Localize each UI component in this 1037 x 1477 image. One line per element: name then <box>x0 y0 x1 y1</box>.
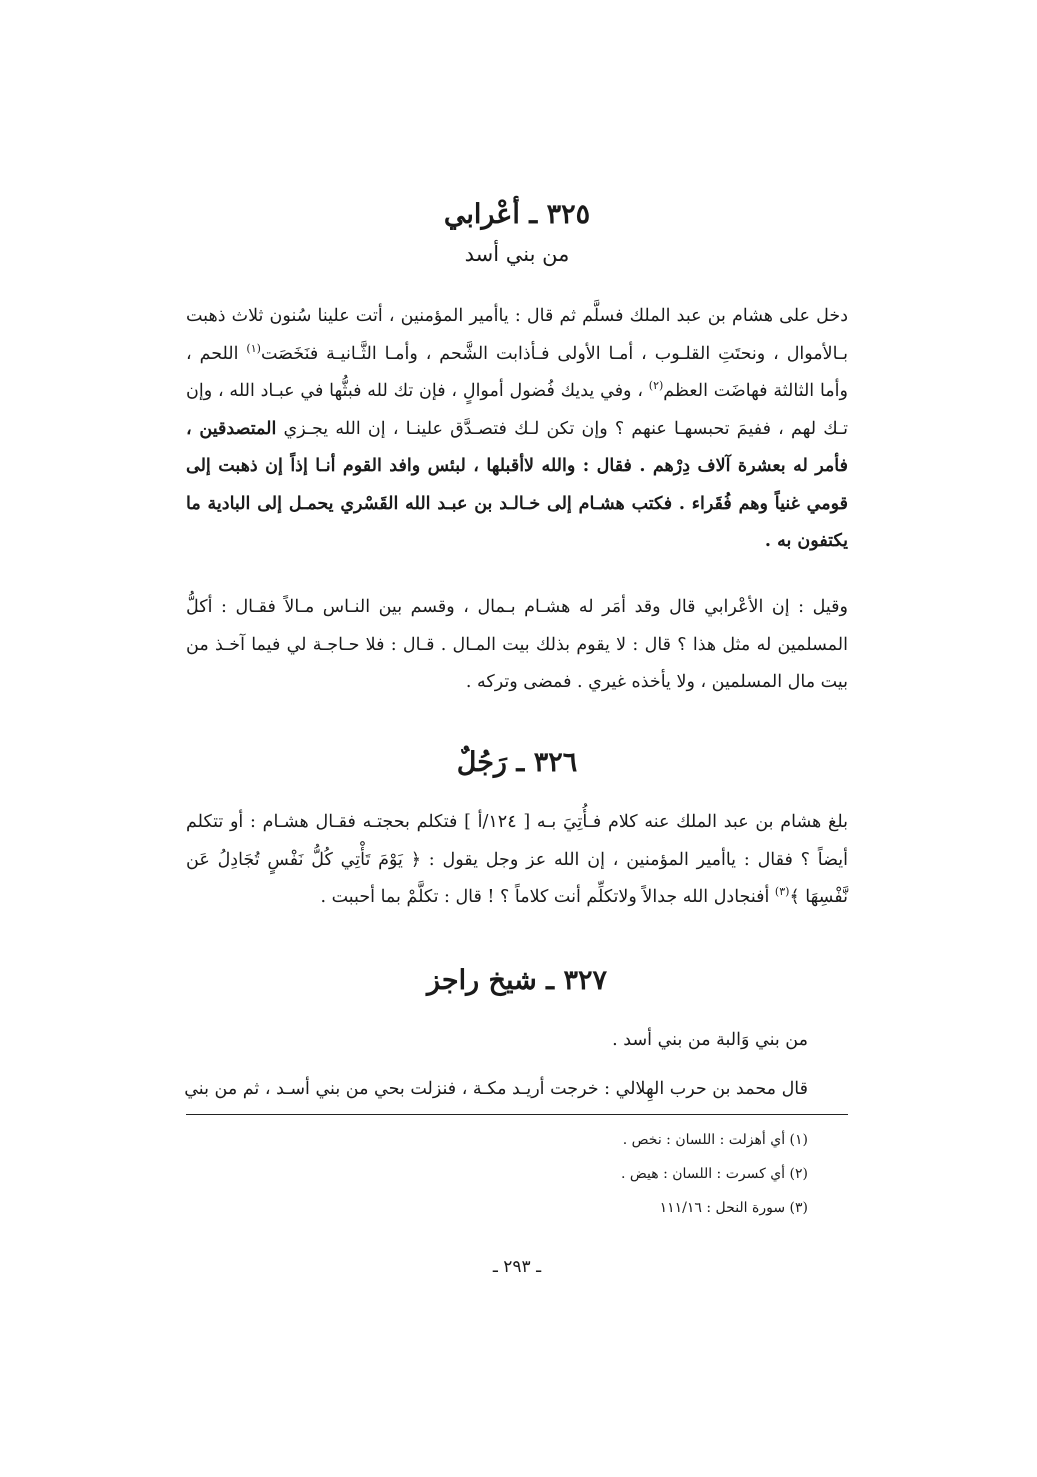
entry-327-line-2: قال محمد بن حرب الهِلالي : خرجت أريـد مكـة ، فنزلت بحي من بني أسـد ، ثم من بني <box>184 1079 808 1099</box>
entry-325-bold-text: المتصدقين ، فأمر له بعشرة آلاف دِرْهم . فقال : والله لاأقبلها ، لبئس وافد القوم أنـا إذاً إن ذهبت إلى قومي غنياً وهم فُقَراء . فكتب هشـام إلى خـالـد بن عبـد الله القَسْري يحمـل إلى البادية ما يكتفون به . <box>186 418 848 551</box>
entry-326-text-b: أفنجادل الله جدالاً ولاتكلِّم أنت كلاماً ؟ ! قال : تكلَّمْ بما أحببت . <box>320 887 775 907</box>
entry-325-text-a: دخل على هشام بن عبد الملك فسلَّم ثم قال : ياأمير المؤمنين ، أتت علينا سُنون ثلاث ذهبت بـالأموال ، ونحتَتِ القلـوب ، أمـا الأولى فـأذابت الشَّحم ، وأمـا الثَّـانيـة فنَخَصَت <box>186 306 848 364</box>
footnote-2: (٢) أي كسرت : اللسان : هيض . <box>621 1166 808 1182</box>
entry-325-text-c: ، وفي يديك فُضول أموالٍ ، فإن تك لله فبثُّها في عبـاد الله ، وإن تـك لهم ، ففيمَ تحبسهـا عنهم ؟ وإن تكن لـك فتصـدَّق علينـا ، إن الله يجـزي <box>186 381 848 439</box>
entry-325-title: ٣٢٥ ـ أعْرابي <box>443 199 591 230</box>
entry-327-title: ٣٢٧ ـ شيخ راجز <box>427 965 607 996</box>
page-number: ـ ٢٩٣ ـ <box>492 1257 542 1277</box>
entry-326-title: ٣٢٦ ـ رَجُلٌ <box>456 747 578 778</box>
footnote-1: (١) أي أهزلت : اللسان : نخص . <box>622 1132 808 1148</box>
entry-327-line-1: من بني وَالبة من بني أسد . <box>612 1030 808 1050</box>
entry-326-paragraph <box>186 804 848 917</box>
footnote-ref-2: (٢) <box>648 379 664 393</box>
entry-325-paragraph-1 <box>186 298 848 561</box>
footnote-ref-1: (١) <box>246 341 261 355</box>
footnote-ref-3: (٣) <box>774 885 790 899</box>
footnote-separator <box>186 1114 848 1115</box>
book-page <box>186 0 848 1477</box>
entry-325-subtitle: من بني أسد <box>464 242 570 266</box>
entry-325-paragraph-2: وقيل : إن الأعْرابي قال وقد أمَر له هشـام بـمال ، وقسم بين النـاس مـالاً فقـال : أكلُّ المسلمين له مثل هذا ؟ قال : لا يقوم بذلك بيت المـال . قـال : فلا حـاجـة لي فيما آخـذ من بيت مال المسلمين ، ولا يأخذه غيري . فمضى وتركه . <box>186 597 848 692</box>
footnote-3: (٣) سورة النحل : ١١١/١٦ <box>659 1200 808 1216</box>
entry-326-text-a: بلغ هشام بن عبد الملك عنه كلام فـأُتِيَ بـه [ ١٢٤/أ ] فتكلم بحجتـه فقـال هشـام : أو تتكلم أيضاً ؟ فقال : ياأمير المؤمنين ، إن الله عز وجل يقول : ﴿ يَوْمَ تَأْتِي كُلُّ نَفْسٍ تُجَادِلُ عَن نَّفْسِهَا ﴾ <box>186 812 848 907</box>
entry-325-text-b: اللحم ، وأما الثالثة فهاضَت العظم <box>186 343 848 401</box>
